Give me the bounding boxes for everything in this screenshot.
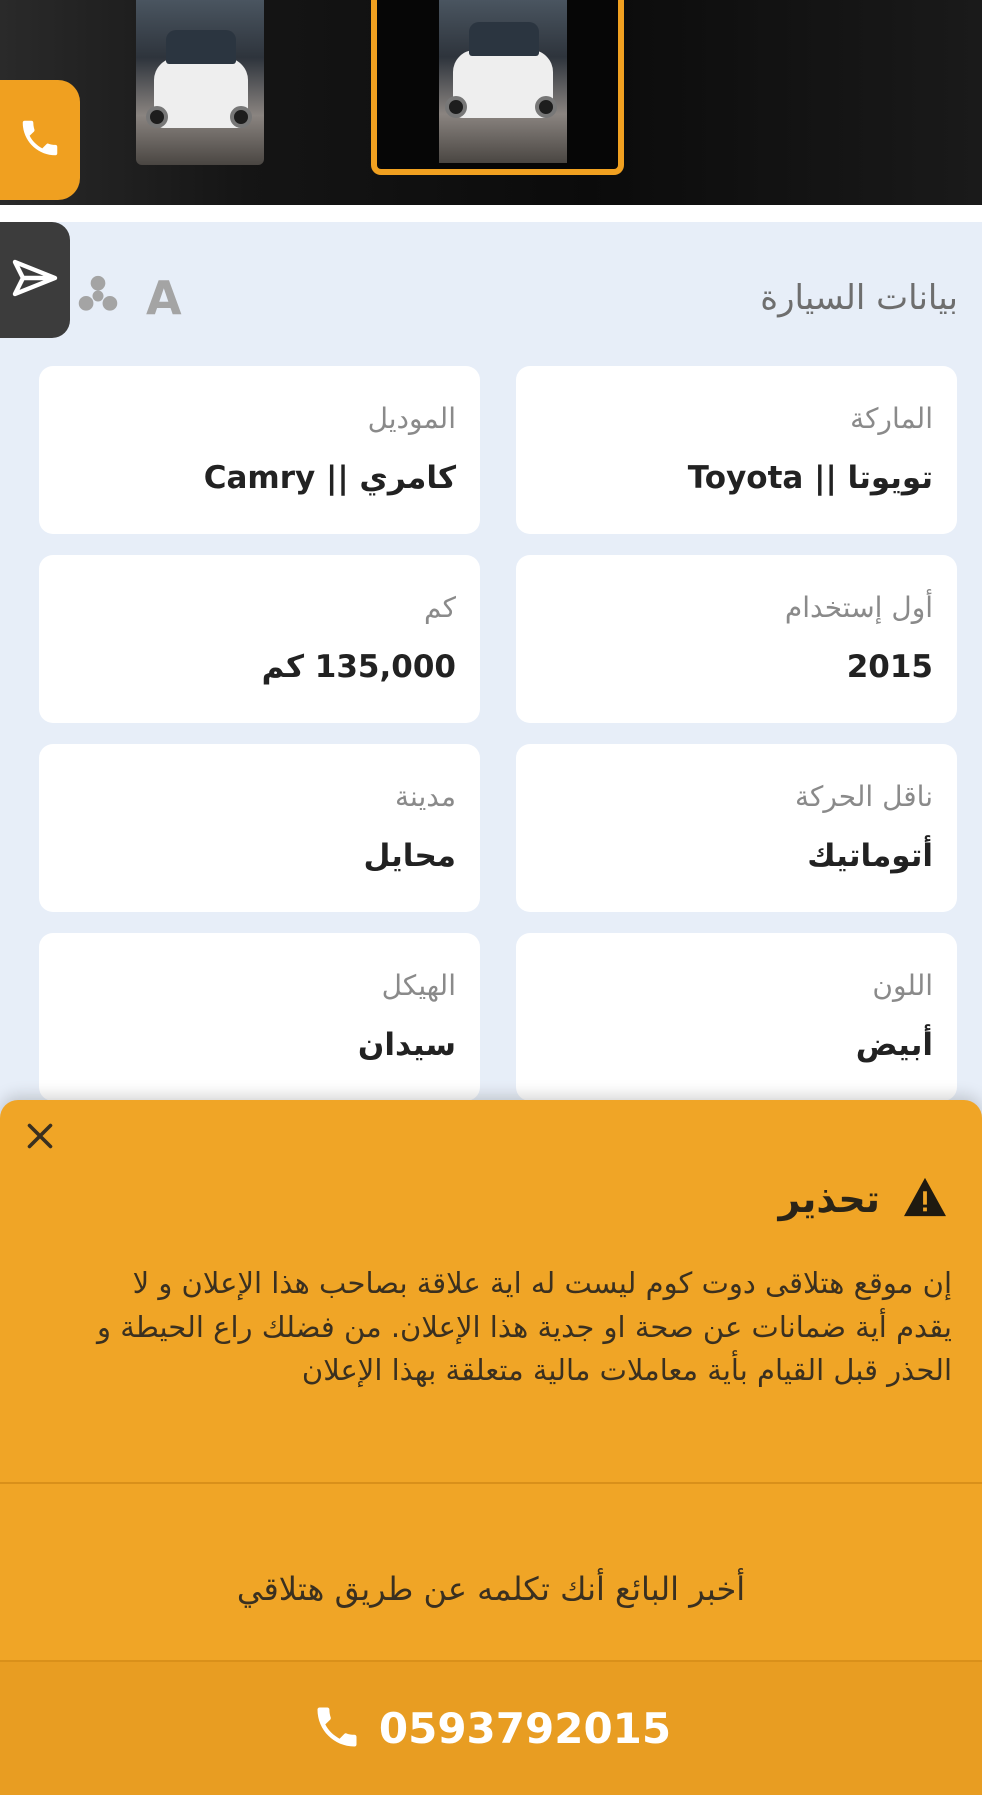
- font-size-icon[interactable]: A: [146, 271, 182, 325]
- field-card-mileage: [39, 555, 480, 723]
- phone-icon: [17, 115, 63, 165]
- field-card-first-use: [516, 555, 957, 723]
- warning-header: [778, 1176, 948, 1222]
- field-value: أتوماتيك: [807, 837, 933, 874]
- field-label: مدينة: [395, 780, 456, 813]
- car-details-section: [0, 222, 982, 1122]
- warning-title: تحذير: [778, 1177, 880, 1221]
- field-card-city: [39, 744, 480, 912]
- photo-gallery: [0, 0, 982, 205]
- field-value: كامري || Camry: [203, 459, 456, 496]
- share-icon: [11, 254, 59, 306]
- warning-sheet: [0, 1100, 982, 1795]
- field-label: الموديل: [367, 402, 456, 435]
- field-value: أبيض: [855, 1026, 933, 1063]
- close-button[interactable]: [18, 1116, 62, 1160]
- gallery-thumbnail[interactable]: [136, 0, 264, 165]
- divider: [0, 1482, 982, 1484]
- section-title: بيانات السيارة: [760, 278, 958, 318]
- field-card-model: [39, 366, 480, 534]
- field-value: تويوتا || Toyota: [687, 459, 933, 496]
- field-card-color: [516, 933, 957, 1101]
- field-label: الهيكل: [381, 969, 456, 1002]
- close-icon: [22, 1118, 58, 1158]
- field-label: الماركة: [850, 402, 933, 435]
- field-value: محايل: [363, 837, 456, 874]
- share-button[interactable]: [0, 222, 70, 338]
- field-value: سيدان: [357, 1026, 456, 1063]
- field-label: كم: [424, 591, 456, 624]
- field-card-brand: [516, 366, 957, 534]
- phone-icon: [311, 1701, 363, 1757]
- warning-icon: [902, 1176, 948, 1222]
- field-value: 135,000 كم: [261, 648, 456, 685]
- field-label: أول إستخدام: [784, 591, 933, 624]
- gallery-thumbnail-selected[interactable]: [371, 0, 624, 175]
- call-button[interactable]: [0, 80, 80, 200]
- field-card-transmission: [516, 744, 957, 912]
- field-card-body: [39, 933, 480, 1101]
- tool-icons: [56, 271, 182, 325]
- phone-number: 0593792015: [378, 1704, 672, 1753]
- warning-message: إن موقع هتلاقى دوت كوم ليست له اية علاقة بصاحب هذا الإعلان و لا يقدم أية ضمانات عن صحة او جدية هذا الإعلان. من فضلك راع الحيطة و الحذر قبل القيام بأية معاملات مالية متعلقة بهذا الإعلان: [97, 1266, 952, 1387]
- settings-icon[interactable]: [76, 274, 120, 322]
- car-photo: [439, 0, 567, 163]
- call-seller-button[interactable]: [0, 1662, 982, 1795]
- field-label: ناقل الحركة: [795, 780, 933, 813]
- tell-seller-text: أخبر البائع أنك تكلمه عن طريق هتلاقي: [236, 1570, 746, 1608]
- field-value: 2015: [846, 648, 933, 685]
- field-label: اللون: [872, 969, 933, 1002]
